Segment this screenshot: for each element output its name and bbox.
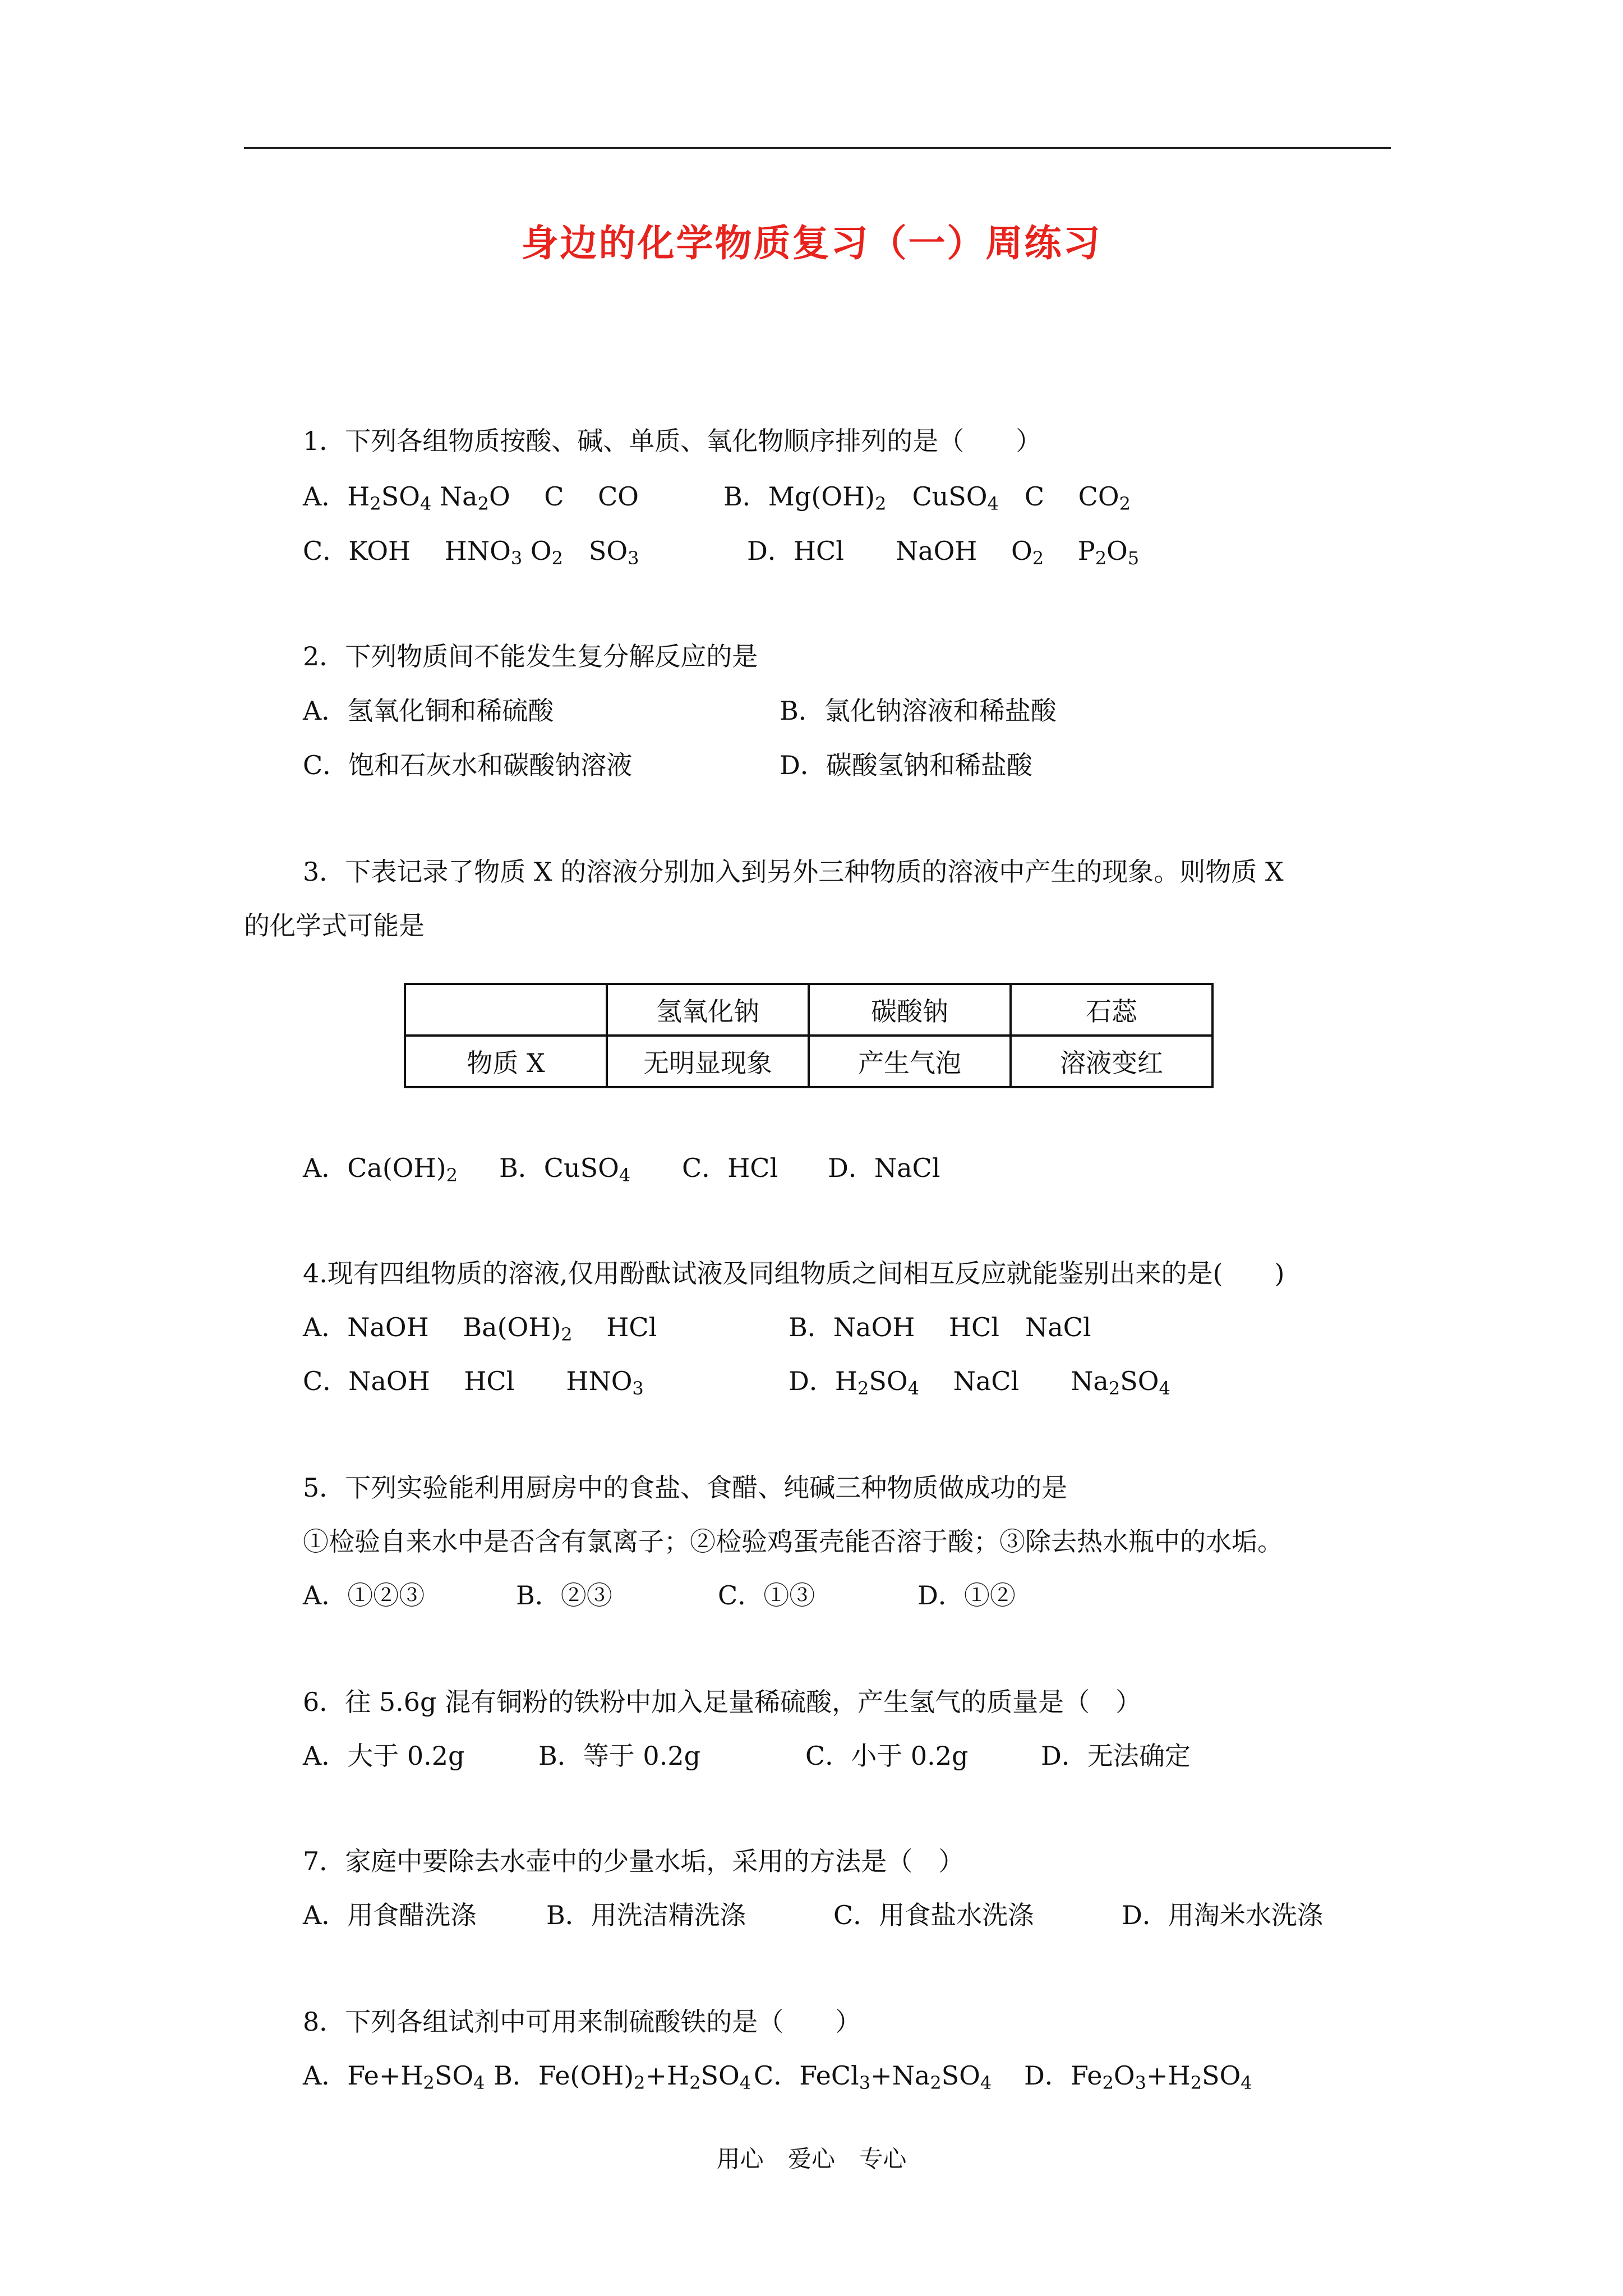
question-1-option-c: C．KOH $HNO_3$ $O_2$ $SO_3$: [303, 536, 639, 569]
question-1-option-a: A．$H_2SO_4$ $Na_2O$ C CO: [303, 481, 639, 514]
question-8-option-a: A．$Fe+H_2SO_4$: [303, 2060, 485, 2093]
question-7-option-c: C．用食盐水洗涤: [833, 1900, 1034, 1930]
question-1-option-b: B．$Mg(OH)_2$ CuSO$_4$ C $CO_2$: [723, 481, 1131, 514]
question-8-option-b: B．$Fe(OH)_2+H_2SO_4$: [494, 2060, 751, 2093]
table-cell: 氢氧化钠: [607, 984, 809, 1036]
question-5-option-c: C．①③: [718, 1580, 815, 1611]
question-2-option-a: A．氢氧化铜和稀硫酸: [303, 696, 554, 726]
table-cell: 石蕊: [1011, 984, 1212, 1036]
question-4-option-b: B．NaOH HCl NaCl: [789, 1312, 1091, 1342]
question-5-option-d: D．①②: [917, 1580, 1016, 1611]
question-3-option-a: A．$Ca(OH)_2$: [303, 1153, 458, 1186]
question-5-detail: ①检验自来水中是否含有氯离子；②检验鸡蛋壳能否溶于酸；③除去热水瓶中的水垢。: [303, 1526, 1283, 1557]
table-cell: 碳酸钠: [809, 984, 1011, 1036]
question-7-option-d: D．用淘米水洗涤: [1122, 1900, 1323, 1930]
question-2-option-c: C．饱和石灰水和碳酸钠溶液: [303, 750, 633, 780]
question-4-option-a: A．NaOH $Ba(OH)_2$ HCl: [303, 1312, 657, 1345]
table-header-row: [405, 984, 1212, 1036]
page-title: 身边的化学物质复习（一）周练习: [521, 221, 1102, 265]
question-6-option-c: C．小于 0.2g: [805, 1741, 969, 1771]
table-cell: 无明显现象: [607, 1036, 809, 1087]
question-8-option-c: C．$FeCl_3+Na_2SO_4$: [754, 2060, 992, 2093]
question-3-option-b: B．CuSO$_4$: [499, 1153, 631, 1186]
question-2-option-d: D．碳酸氢钠和稀盐酸: [780, 750, 1032, 780]
question-3-option-c: C．HCl: [682, 1153, 778, 1183]
header-rule: [244, 147, 1391, 149]
question-7-stem: 7．家庭中要除去水壶中的少量水垢，采用的方法是（ ）: [303, 1846, 965, 1876]
question-6-option-a: A．大于 0.2g: [303, 1741, 465, 1771]
question-8-option-d: D．$Fe_2O_3+H_2SO_4$: [1024, 2060, 1252, 2093]
question-3-option-d: D．NaCl: [828, 1153, 940, 1183]
question-3-stem-line-2: 的化学式可能是: [244, 910, 425, 941]
table-cell: [405, 984, 607, 1036]
question-6-stem: 6．往 5.6g 混有铜粉的铁粉中加入足量稀硫酸，产生氢气的质量是（ ）: [303, 1687, 1142, 1717]
question-6-option-d: D．无法确定: [1041, 1741, 1191, 1771]
table-cell: 溶液变红: [1011, 1036, 1212, 1087]
question-2-option-b: B．氯化钠溶液和稀盐酸: [780, 696, 1057, 726]
question-8-stem: 8．下列各组试剂中可用来制硫酸铁的是（ ）: [303, 2007, 861, 2037]
question-7-option-a: A．用食醋洗涤: [303, 1900, 477, 1930]
question-5-stem: 5．下列实验能利用厨房中的食盐、食醋、纯碱三种物质做成功的是: [303, 1473, 1068, 1503]
question-4-option-d: D．$H_2SO_4$ NaCl $Na_2SO_4$: [789, 1366, 1170, 1399]
table-cell: 产生气泡: [809, 1036, 1011, 1087]
question-5-option-b: B．②③: [516, 1580, 612, 1611]
question-7-option-b: B．用洗洁精洗涤: [546, 1900, 746, 1930]
page-footer: 用心 爱心 专心: [716, 2145, 907, 2173]
question-5-option-a: A．①②③: [303, 1580, 425, 1611]
question-1-stem: 1．下列各组物质按酸、碱、单质、氧化物顺序排列的是（ ）: [303, 426, 1042, 456]
question-1-option-d: D．HCl NaOH $O_2$ $P_2O_5$: [747, 536, 1140, 569]
question-4-option-c: C．NaOH HCl $HNO_3$: [303, 1366, 644, 1399]
table-row: [405, 1036, 1212, 1087]
question-6-option-b: B．等于 0.2g: [538, 1741, 701, 1771]
question-3-stem-line-1: 3．下表记录了物质 X 的溶液分别加入到另外三种物质的溶液中产生的现象。则物质 X: [303, 857, 1284, 887]
observation-table: [404, 983, 1214, 1088]
question-2-stem: 2．下列物质间不能发生复分解反应的是: [303, 641, 758, 671]
question-4-stem: 4.现有四组物质的溶液,仅用酚酞试液及同组物质之间相互反应就能鉴别出来的是( ): [303, 1258, 1285, 1289]
table-cell: 物质 X: [405, 1036, 607, 1087]
